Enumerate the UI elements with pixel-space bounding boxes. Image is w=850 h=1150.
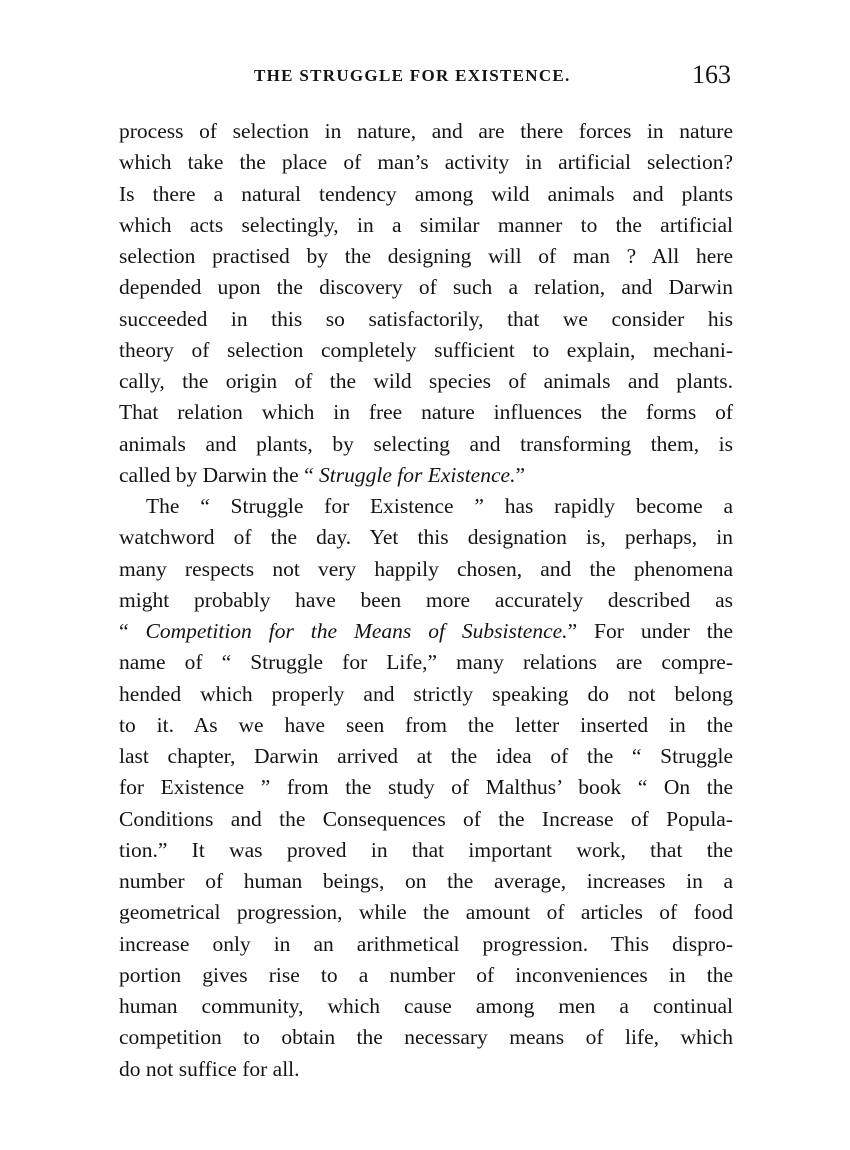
text-line xyxy=(119,897,733,928)
text-run: succeeded in this so satisfactorily, that we consider his xyxy=(119,306,733,331)
italic-phrase: Struggle for Existence. xyxy=(319,462,516,487)
text-run: theory of selection completely sufficient to explain, mechani- xyxy=(119,337,733,362)
text-line xyxy=(119,929,733,960)
running-head xyxy=(119,56,733,96)
text-line xyxy=(119,1054,733,1085)
text-line xyxy=(119,866,733,897)
text-line xyxy=(119,772,733,803)
text-line xyxy=(119,960,733,991)
text-line xyxy=(119,179,733,210)
text-line xyxy=(119,835,733,866)
paragraph xyxy=(119,491,733,1085)
text-run: animals and plants, by selecting and transforming them, is xyxy=(119,431,733,456)
text-run: That relation which in free nature influences the forms of xyxy=(119,400,733,425)
text-run: called by Darwin the “ xyxy=(119,462,319,487)
text-line xyxy=(119,366,733,397)
text-line xyxy=(119,241,733,272)
text-run: competition to obtain the necessary means of life, which xyxy=(119,1025,733,1050)
text-run: selection practised by the designing will of man ? All here xyxy=(119,244,733,268)
text-line xyxy=(119,1022,733,1053)
body-text xyxy=(119,116,733,1085)
text-run: name of “ Struggle for Life,” many relations are compre- xyxy=(119,650,733,675)
text-run: which acts selectingly, in a similar manner to the artificial xyxy=(119,212,733,237)
text-line xyxy=(119,554,733,585)
text-run: which take the place of man’s activity in artificial selection? xyxy=(119,150,733,175)
text-run: cally, the origin of the wild species of animals and plants. xyxy=(119,369,733,393)
text-line xyxy=(119,585,733,616)
text-line xyxy=(119,429,733,460)
text-line xyxy=(119,679,733,710)
text-line xyxy=(119,647,733,678)
book-page xyxy=(119,56,733,1085)
text-line xyxy=(119,335,733,366)
text-line xyxy=(119,491,733,522)
text-run: tion.” It was proved in that important work, that the xyxy=(119,837,733,862)
text-run: geometrical progression, while the amount of articles of food xyxy=(119,900,733,925)
text-line xyxy=(119,616,733,647)
text-run: process of selection in nature, and are there forces in nature xyxy=(119,119,733,143)
text-run: depended upon the discovery of such a relation, and Darwin xyxy=(119,275,733,300)
text-run: many respects not very happily chosen, and the phenomena xyxy=(119,556,733,581)
text-run: might probably have been more accurately described as xyxy=(119,587,733,612)
text-line xyxy=(119,397,733,428)
italic-phrase: Competition for the Means of Subsistence. xyxy=(145,619,568,643)
text-line xyxy=(119,460,733,491)
text-line xyxy=(119,741,733,772)
text-run: watchword of the day. Yet this designation is, perhaps, in xyxy=(119,525,733,550)
text-line xyxy=(119,272,733,303)
text-line xyxy=(119,116,733,147)
text-line xyxy=(119,304,733,335)
text-run: ” xyxy=(515,462,525,487)
text-run: Conditions and the Consequences of the Increase of Popula- xyxy=(119,806,733,831)
running-title: THE STRUGGLE FOR EXISTENCE. xyxy=(254,66,571,85)
page-number: 163 xyxy=(692,60,731,89)
text-line xyxy=(119,147,733,178)
text-line xyxy=(119,991,733,1022)
text-run: ” For under the xyxy=(567,619,733,643)
text-line xyxy=(119,210,733,241)
text-line xyxy=(119,804,733,835)
text-run: portion gives rise to a number of inconveniences in the xyxy=(119,962,733,987)
text-line xyxy=(119,710,733,741)
text-run: do not suffice for all. xyxy=(119,1056,300,1081)
text-run: human community, which cause among men a continual xyxy=(119,994,733,1018)
text-run: hended which properly and strictly speaking do not belong xyxy=(119,681,733,706)
text-run: The “ Struggle for Existence ” has rapidly become a xyxy=(146,494,733,518)
text-run: last chapter, Darwin arrived at the idea of the “ Struggle xyxy=(119,744,733,768)
text-run: increase only in an arithmetical progression. This dispro- xyxy=(119,931,733,956)
text-run: “ xyxy=(119,619,146,643)
paragraph xyxy=(119,116,733,491)
text-run: number of human beings, on the average, increases in a xyxy=(119,869,733,893)
text-run: for Existence ” from the study of Malthus’ book “ On the xyxy=(119,775,733,800)
text-line xyxy=(119,522,733,553)
text-run: to it. As we have seen from the letter inserted in the xyxy=(119,712,733,737)
text-run: Is there a natural tendency among wild animals and plants xyxy=(119,181,733,206)
